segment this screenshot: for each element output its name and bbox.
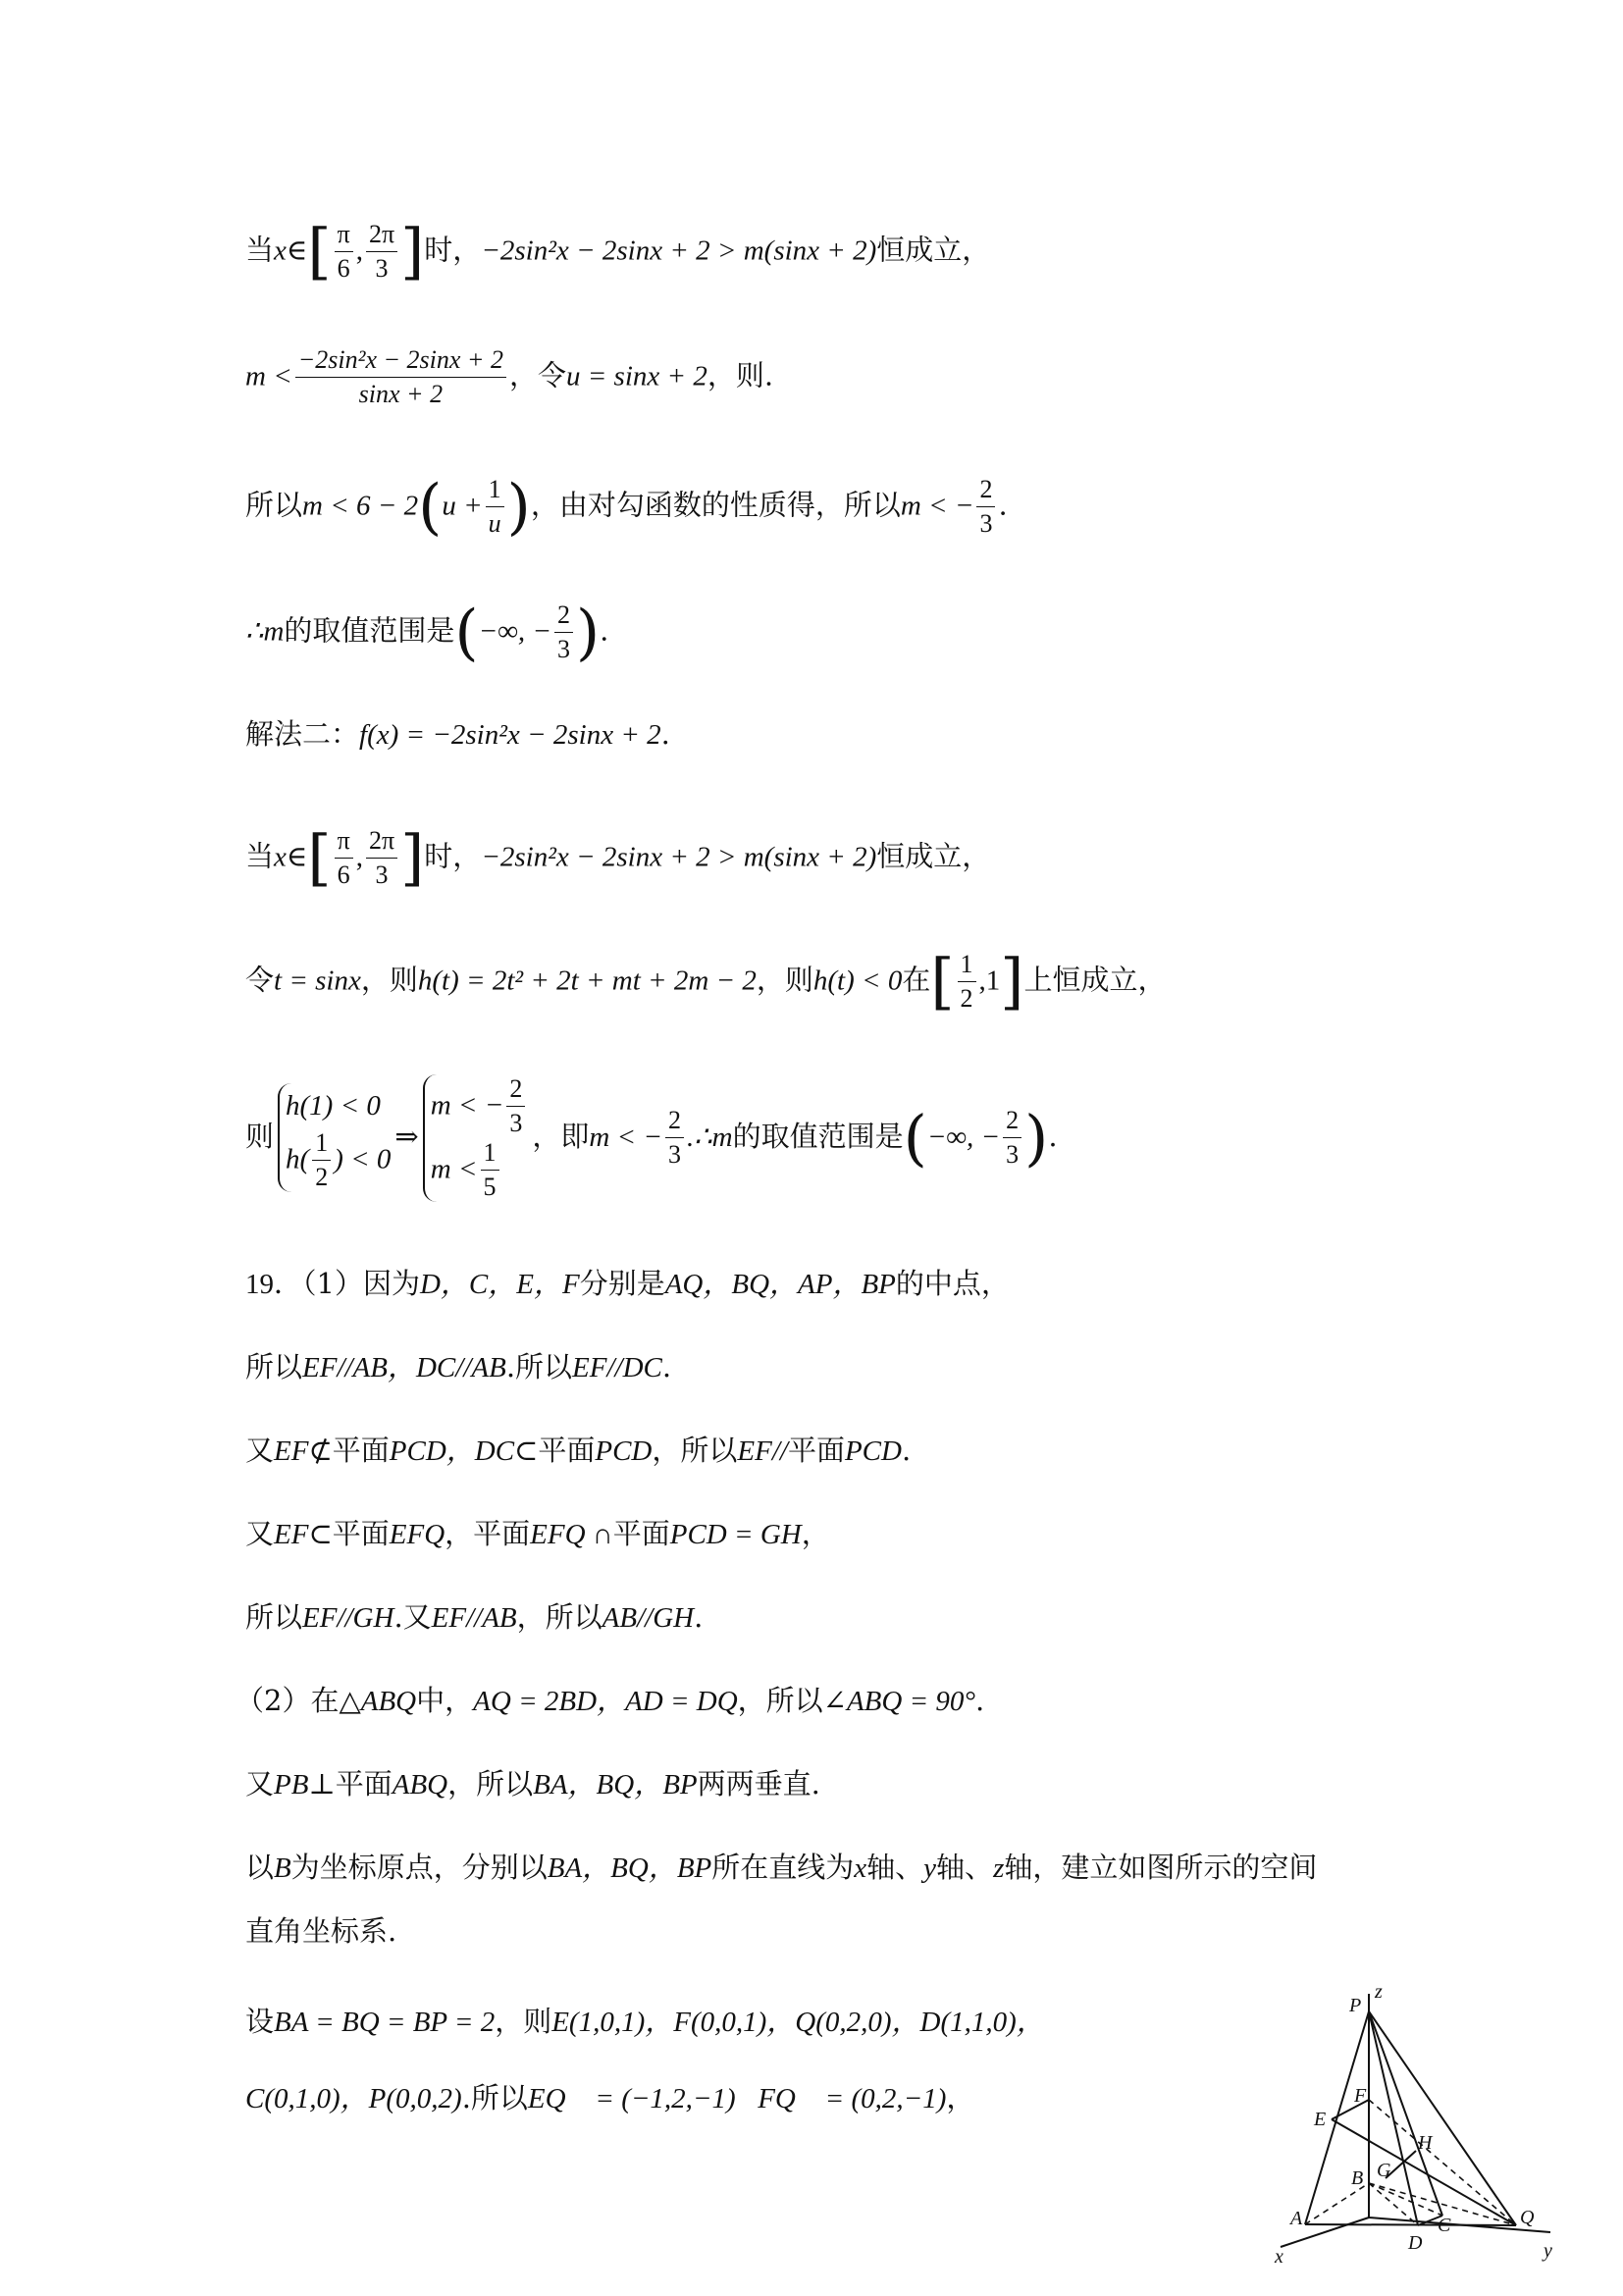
math: y [923, 1852, 937, 1884]
paren: ) [506, 470, 531, 543]
numerator: 2π [366, 826, 397, 859]
math: u + [442, 490, 483, 522]
math: −2sin²x − 2sinx + 2 > m(sinx + 2) [481, 841, 877, 873]
fraction [665, 1106, 684, 1170]
text: ，则 [495, 2005, 552, 2038]
fraction [506, 1074, 525, 1138]
solution-line-2 [245, 345, 773, 409]
denominator: 2 [315, 1163, 329, 1192]
text: 又 [245, 1434, 275, 1467]
math: PCD [595, 1435, 653, 1467]
text: . [998, 488, 1008, 522]
math: EF//AB [431, 1602, 517, 1634]
label-E: E [1314, 2109, 1327, 2130]
text: ，即 [532, 1119, 590, 1153]
bracket: [ [307, 821, 332, 894]
implies: ⇒ [394, 1121, 419, 1153]
text: ，由对勾函数的性质得，所以 [530, 488, 901, 522]
math: m < [245, 360, 292, 392]
math: m < [430, 1153, 478, 1185]
label-B: B [1351, 2167, 1364, 2189]
text: 则 [245, 1119, 275, 1153]
denominator: 3 [1006, 1140, 1020, 1170]
text: . [660, 717, 670, 751]
denominator: u [488, 508, 501, 538]
text: . [901, 1434, 912, 1467]
math: B [274, 1852, 291, 1884]
math: h(t) < 0 [812, 965, 903, 997]
text: 当 [245, 839, 275, 873]
text: 轴、 [866, 1851, 924, 1884]
fraction [312, 1128, 331, 1192]
fraction [554, 600, 573, 664]
text: 在 [902, 963, 931, 997]
denominator: 2 [960, 983, 973, 1013]
solution-line-11 [245, 1431, 911, 1471]
text: 平面 [335, 1767, 393, 1800]
text: . [975, 1684, 985, 1717]
math: BA = BQ = BP = 2 [274, 2007, 496, 2038]
text: 又 [245, 1517, 275, 1550]
solution-line-17 [245, 1911, 396, 1951]
text: . [600, 613, 609, 648]
fraction [976, 475, 995, 539]
text: （1）因为 [302, 1267, 420, 1300]
math: t = sinx [274, 965, 361, 997]
math: PCD = GH [669, 1519, 802, 1550]
text: 平面 [332, 1517, 390, 1550]
solution-line-9 [245, 1264, 1010, 1304]
text: ， [946, 2081, 975, 2114]
fraction [335, 220, 353, 284]
denominator: 3 [375, 253, 389, 283]
numerator: 1 [312, 1128, 331, 1161]
math: x∈ [274, 235, 308, 267]
condition: h(1) < 0 [286, 1090, 381, 1122]
label-C: C [1438, 2215, 1451, 2236]
math: h(t) = 2t² + 2t + mt + 2m − 2 [417, 965, 757, 997]
text: 分别是 [579, 1267, 665, 1300]
math: PCD [844, 1435, 902, 1467]
bracket: ] [400, 215, 425, 287]
bracket: ] [400, 821, 425, 894]
numerator: 2 [1003, 1106, 1021, 1138]
numerator: 2 [976, 475, 995, 507]
bracket: ] [1000, 945, 1024, 1018]
math: EQ⃗ = (−1,2,−1)，FQ⃗ = (0,2,−1) [527, 2083, 947, 2114]
numerator: 1 [486, 475, 504, 507]
text: 的取值范围是 [284, 613, 455, 648]
text: 上恒成立， [1023, 963, 1167, 997]
denominator: 6 [337, 860, 350, 889]
fraction [486, 475, 504, 539]
text: 又 [245, 1767, 275, 1800]
solution-line-6 [245, 821, 991, 894]
math: EF⊂ [274, 1519, 333, 1550]
text: 时， [424, 839, 482, 873]
math: ∠ABQ = 90° [822, 1686, 976, 1717]
text: . [694, 1600, 704, 1634]
text: ，所以 [737, 1684, 823, 1717]
label-F: F [1354, 2085, 1367, 2107]
math: z [993, 1852, 1005, 1884]
label-P: P [1349, 1995, 1362, 2016]
math: BA，BQ，BP [533, 1769, 698, 1800]
math: E(1,0,1)，F(0,0,1)，Q(0,2,0)，D(1,1,0)， [551, 2007, 1045, 2038]
paren: ( [903, 1101, 927, 1174]
solution-line-10 [245, 1347, 671, 1387]
solution-line-13 [245, 1597, 703, 1638]
text: ，所以 [447, 1767, 534, 1800]
system-left [278, 1083, 391, 1192]
text: ，平面 [445, 1517, 531, 1550]
edge-AQ [1305, 2224, 1516, 2225]
text: 的取值范围是 [732, 1119, 904, 1153]
text: 恒成立， [876, 233, 991, 267]
math: AQ，BQ，AP，BP [664, 1269, 896, 1300]
fraction [958, 950, 976, 1014]
fraction [295, 345, 506, 409]
system-right [423, 1074, 529, 1202]
text: ， [801, 1517, 830, 1550]
math: △ABQ [339, 1686, 417, 1717]
math: ) < 0 [334, 1143, 392, 1175]
text: 平面 [538, 1434, 596, 1467]
paren: ( [454, 596, 479, 668]
label-y: y [1544, 2240, 1552, 2262]
bracket: [ [930, 945, 955, 1018]
fraction [366, 220, 397, 284]
math: PB⊥ [274, 1769, 336, 1800]
math: −∞, − [478, 615, 551, 648]
denominator: sinx + 2 [358, 379, 444, 408]
denominator: 3 [509, 1108, 523, 1137]
text: 设 [245, 2005, 275, 2038]
numerator: 2 [506, 1074, 525, 1107]
solution-line-7 [245, 945, 1167, 1018]
numerator: 2π [366, 220, 397, 252]
math: x [854, 1852, 867, 1884]
numerator: 2 [554, 600, 573, 633]
math: ,1 [978, 965, 1001, 997]
denominator: 3 [979, 508, 993, 538]
numerator: 1 [958, 950, 976, 982]
solution-line-19 [245, 2078, 974, 2118]
fraction [366, 826, 397, 890]
text: ，所以 [516, 1600, 602, 1634]
solution-line-4 [245, 596, 609, 668]
math: EF//DC [572, 1352, 662, 1383]
text: 所在直线为 [711, 1851, 855, 1884]
text: 两两垂直. [697, 1767, 820, 1800]
comma: , [355, 841, 363, 873]
math: EFQ [389, 1519, 445, 1550]
edge-PC [1369, 2011, 1442, 2216]
solution-line-15 [245, 1764, 820, 1804]
text: ，则 [360, 963, 418, 997]
numerator: π [335, 220, 353, 252]
text: .又 [393, 1600, 432, 1634]
geometry-figure [1261, 1982, 1565, 2267]
numerator: 1 [481, 1138, 499, 1171]
text: 直角坐标系. [245, 1914, 397, 1948]
solution-line-18 [245, 2002, 1045, 2042]
denominator: 3 [556, 634, 570, 663]
text: 平面 [787, 1434, 845, 1467]
math: EF//GH [302, 1602, 394, 1634]
solution-line-1 [245, 215, 991, 287]
math: m < − [589, 1121, 662, 1153]
math: EF//AB，DC//AB [302, 1352, 506, 1383]
math: −2sin²x − 2sinx + 2 > m(sinx + 2) [481, 235, 877, 267]
math: ABQ [392, 1769, 448, 1800]
math: EF⊄ [274, 1435, 333, 1467]
math: AB//GH [602, 1602, 695, 1634]
text: ，则 [756, 963, 813, 997]
math: C(0,1,0)，P(0,0,2) [245, 2083, 462, 2114]
problem-number: 19． [245, 1269, 303, 1300]
text: 所以 [245, 1350, 303, 1383]
paren: ) [1024, 1101, 1049, 1174]
text: 恒成立， [876, 839, 991, 873]
condition [431, 1138, 529, 1202]
label-D: D [1408, 2232, 1423, 2254]
math: BA，BQ，BP [547, 1852, 712, 1884]
label-G: G [1377, 2160, 1391, 2181]
fraction [481, 1138, 499, 1202]
solution-line-5 [245, 714, 670, 755]
math: .∴m [686, 1121, 733, 1153]
text: . [1048, 1119, 1058, 1153]
math: x∈ [274, 841, 308, 873]
denominator: 3 [375, 860, 389, 889]
text: 中， [416, 1684, 474, 1717]
text: 所以 [245, 488, 303, 522]
denominator: 6 [337, 253, 350, 283]
math: m < 6 − 2 [302, 490, 419, 522]
math: u = sinx + 2 [565, 360, 707, 392]
solution-line-3 [245, 470, 1008, 543]
text: 轴，建立如图所示的空间 [1004, 1851, 1318, 1884]
numerator: π [335, 826, 353, 859]
label-x: x [1275, 2246, 1283, 2267]
label-A: A [1290, 2208, 1303, 2229]
math: PCD，DC⊂ [389, 1435, 539, 1467]
text: 以 [245, 1851, 275, 1884]
math: AQ = 2BD，AD = DQ [473, 1686, 738, 1717]
text: 所以 [245, 1600, 303, 1634]
text: 的中点， [895, 1267, 1010, 1300]
label-Q: Q [1520, 2207, 1535, 2228]
math: ∴m [245, 615, 285, 648]
solution-line-16 [245, 1848, 1317, 1888]
numerator: 2 [665, 1106, 684, 1138]
fraction [335, 826, 353, 890]
label-z: z [1375, 1982, 1383, 2003]
text: 平面 [612, 1517, 670, 1550]
solution-line-12 [245, 1514, 830, 1554]
text: .所以 [505, 1350, 573, 1383]
solution-line-8 [245, 1074, 1058, 1202]
condition [431, 1074, 529, 1138]
denominator: 5 [483, 1172, 497, 1201]
edge-BC [1369, 2183, 1442, 2216]
text: 平面 [332, 1434, 390, 1467]
numerator: −2sin²x − 2sinx + 2 [295, 345, 506, 378]
math: EFQ ∩ [530, 1519, 613, 1550]
text: （2）在 [236, 1684, 340, 1717]
math: D，C，E，F [419, 1269, 580, 1300]
label-H: H [1418, 2132, 1433, 2154]
text: 轴、 [936, 1851, 994, 1884]
condition [286, 1128, 391, 1192]
bracket: [ [307, 215, 332, 287]
solution-line-14 [236, 1681, 984, 1721]
math: m < − [900, 490, 974, 522]
math: EF// [737, 1435, 788, 1467]
text: . [661, 1350, 672, 1383]
text: 为坐标原点，分别以 [290, 1851, 548, 1884]
math: f(x) = −2sin²x − 2sinx + 2 [359, 719, 661, 751]
paren: ) [575, 596, 601, 668]
text: 当 [245, 233, 275, 267]
text: 解法二： [245, 717, 360, 751]
text: ，则. [707, 358, 774, 392]
denominator: 3 [667, 1140, 681, 1170]
math: −∞, − [926, 1121, 1001, 1153]
math: h( [286, 1143, 310, 1175]
paren: ( [418, 470, 443, 543]
text: 令 [245, 963, 275, 997]
math: m < − [430, 1089, 504, 1122]
text: ，令 [508, 358, 566, 392]
comma: , [355, 235, 363, 267]
fraction [1003, 1106, 1021, 1170]
text: ，所以 [652, 1434, 738, 1467]
text: .所以 [461, 2081, 528, 2114]
text: 时， [424, 233, 482, 267]
